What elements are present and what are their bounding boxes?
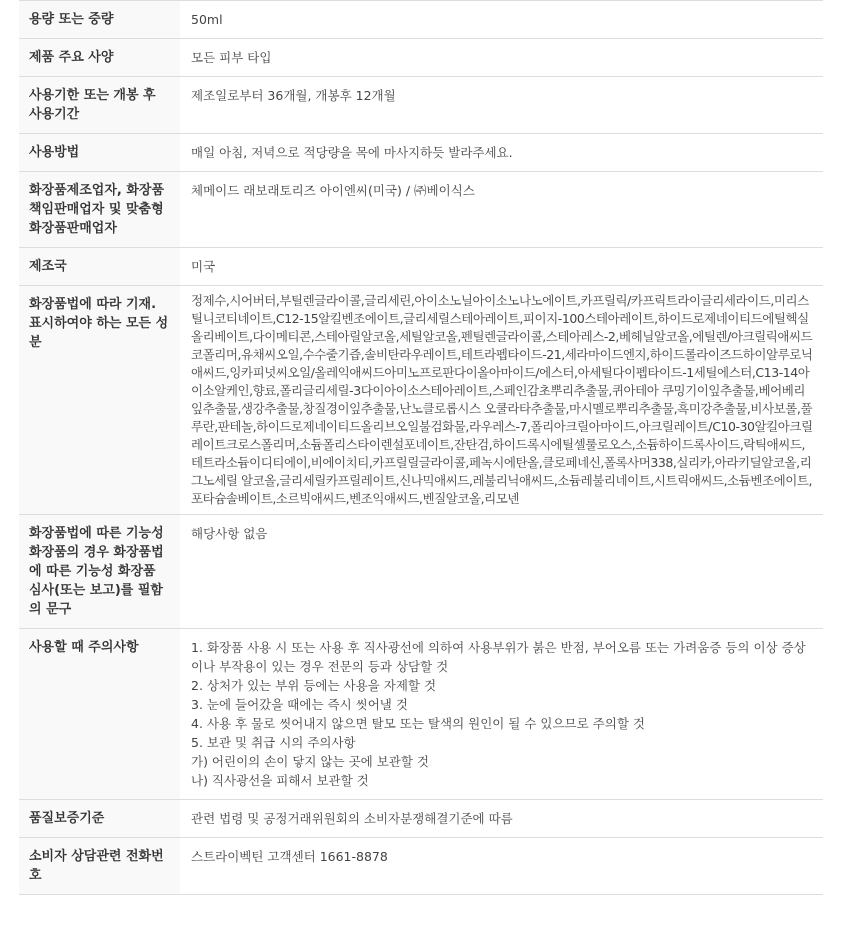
product-info-table	[19, 0, 823, 895]
row-value-ingredients: 정제수,시어버터,부틸렌글라이콜,글리세린,아이소노닐아이소노나노에이트,카프릴릭/카프릭트라이글리세라이드,미리스틸니코티네이트,C12-15알킬벤조에이트,글리세릴스테아레이트,피이지-100스테아레이트,하이드로제네이티드에틸헥실올리베이트,다이메티콘,스테아릴알코올,세틸알코올,펜틸렌글라이콜,스테아레스-2,베헤닐알코올,에틸렌/아크릴릭애씨드코폴리머,유채씨오일,수수줄기즙,솔비탄라우레이트,테트라펩타이드-21,세라마이드엔지,하이드롤라이즈드하이알루로닉애씨드,잉카피넛씨오일/올레익애씨드아미노프로판다이올아마이드/에스터,아세틸다이펩타이드-1세틸에스터,C13-14아이소알케인,향료,폴리글리세릴-3다이아이소스테아레이트,스페인감초뿌리추출물,퀴아테아 쿠밍기이잎추출물,베어베리잎추출물,생강추출물,창질경이잎추출물,난노클로롭시스 오쿨라타추출물,마시멜로뿌리추출물,흑미강추출물,비사보롤,풀루란,판테놀,하이드로제네이티드올리브오일불검화물,라우레스-7,폴리아크릴아마이드,아크릴레이트/C10-30알킬아크릴레이트크로스폴리머,소듐폴리스타이렌설포네이트,잔탄검,하이드록시에틸셀룰로오스,소듐하이드록사이드,락틱애씨드,테트라소듐이디티에이,비에이치티,카프릴릴글라이콜,페녹시에탄올,클로페네신,폴록사머338,실리카,아라키딜알코올,리그노세릴 알코올,글리세릴카프릴레이트,신나믹애씨드,레불리닉애씨드,소듐레불리네이트,시트릭애씨드,소듐벤조에이트,포타슘솔베이트,소르빅애씨드,벤조익애씨드,벤질알코올,리모넨	[191, 293, 813, 506]
row-value-spec: 모든 피부 타입	[191, 50, 272, 65]
row-value-usage: 매일 아침, 저녁으로 적당량을 목에 마사지하듯 발라주세요.	[191, 145, 513, 160]
table-row	[19, 286, 823, 515]
row-label-manufacturer: 화장품제조업자, 화장품책임판매업자 및 맞춤형화장품판매업자	[19, 172, 180, 248]
table-row	[19, 800, 823, 838]
caution-line: 1. 화장품 사용 시 또는 사용 후 직사광선에 의하여 사용부위가 붉은 반점, 부어오름 또는 가려움증 등의 이상 증상이나 부작용이 있는 경우 전문의 등과 상담할 것	[191, 640, 806, 674]
row-value-contact: 스트라이벡틴 고객센터 1661-8878	[191, 849, 388, 864]
caution-line: 3. 눈에 들어갔을 때에는 즉시 씻어낼 것	[191, 697, 408, 712]
row-label-country: 제조국	[19, 248, 180, 286]
row-value-country: 미국	[191, 259, 216, 274]
table-row	[19, 515, 823, 629]
caution-line: 나) 직사광선을 피해서 보관할 것	[191, 773, 369, 788]
row-value-cautions	[180, 629, 823, 800]
row-label-cautions: 사용할 때 주의사항	[19, 629, 180, 800]
row-value-functional: 해당사항 없음	[191, 526, 268, 541]
table-row	[19, 172, 823, 248]
row-value-expiry: 제조일로부터 36개월, 개봉후 12개월	[191, 88, 396, 103]
row-label-expiry: 사용기한 또는 개봉 후 사용기간	[19, 77, 180, 134]
table-row	[19, 629, 823, 800]
row-value-volume: 50ml	[191, 12, 223, 27]
table-row	[19, 838, 823, 895]
caution-line: 가) 어린이의 손이 닿지 않는 곳에 보관할 것	[191, 754, 429, 769]
row-label-ingredients: 화장품법에 따라 기재. 표시하여야 하는 모든 성분	[19, 286, 180, 515]
table-row	[19, 39, 823, 77]
row-value-manufacturer: 체메이드 래보래토리즈 아이엔씨(미국) / ㈜베이식스	[191, 183, 475, 198]
row-label-functional: 화장품법에 따른 기능성 화장품의 경우 화장품법에 따른 기능성 화장품 심사(또는 보고)를 필함의 문구	[19, 515, 180, 629]
row-label-usage: 사용방법	[19, 134, 180, 172]
row-value-quality: 관련 법령 및 공정거래위원회의 소비자분쟁해결기준에 따름	[191, 811, 513, 826]
row-label-volume: 용량 또는 중량	[19, 1, 180, 39]
row-label-contact: 소비자 상담관련 전화번호	[19, 838, 180, 895]
caution-line: 5. 보관 및 취급 시의 주의사항	[191, 735, 356, 750]
row-label-quality: 품질보증기준	[19, 800, 180, 838]
caution-line: 2. 상처가 있는 부위 등에는 사용을 자제할 것	[191, 678, 437, 693]
table-row	[19, 248, 823, 286]
table-row	[19, 77, 823, 134]
table-row	[19, 1, 823, 39]
row-label-spec: 제품 주요 사양	[19, 39, 180, 77]
caution-line: 4. 사용 후 물로 씻어내지 않으면 탈모 또는 탈색의 원인이 될 수 있으므로 주의할 것	[191, 716, 645, 731]
table-row	[19, 134, 823, 172]
